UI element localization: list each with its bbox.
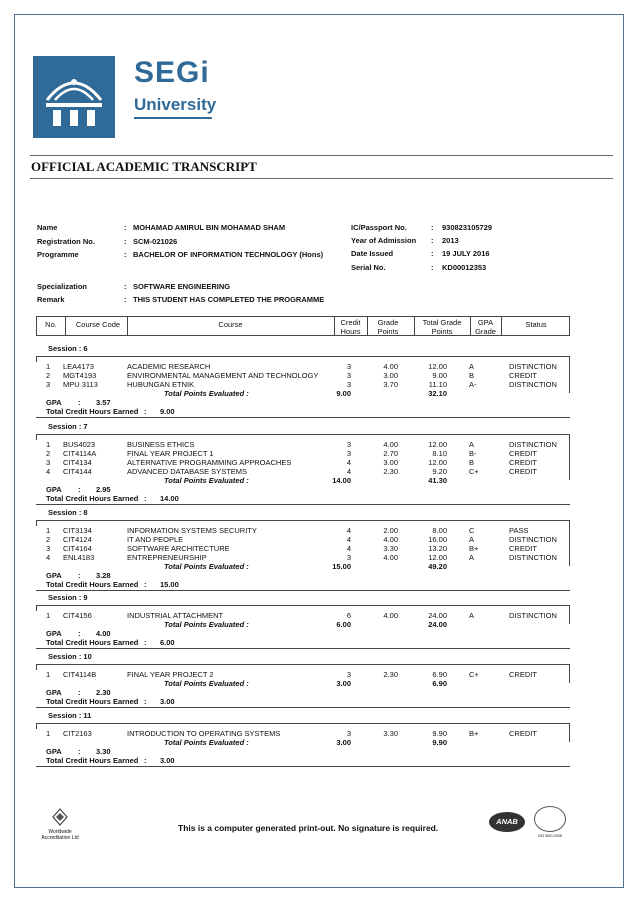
session-rule-tick	[36, 605, 37, 611]
course-row-total: 24.00	[428, 611, 447, 620]
session-rule-tick	[569, 434, 570, 480]
course-row-total: 6.90	[432, 670, 447, 679]
session-rule	[36, 723, 570, 724]
course-row-total: 9.20	[432, 467, 447, 476]
course-row-grade-points: 4.00	[383, 535, 398, 544]
gpa-colon: :	[78, 688, 81, 697]
course-row-code: CIT4134	[63, 458, 92, 467]
session-title: Session : 8	[48, 508, 88, 517]
course-row-grade-points: 2.30	[383, 670, 398, 679]
course-row-code: CIT4164	[63, 544, 92, 553]
course-row-credit: 4	[346, 467, 351, 476]
session-rule-tick	[569, 356, 570, 393]
course-row-total: 9.00	[432, 371, 447, 380]
computer-generated-note: This is a computer generated print-out. No signature is required.	[178, 823, 439, 833]
session-title: Session : 10	[48, 652, 92, 661]
admission-label: Year of Admission	[351, 236, 417, 245]
course-row-name: FINAL YEAR PROJECT 1	[127, 449, 214, 458]
course-row-code: LEA4173	[63, 362, 94, 371]
course-row-name: ADVANCED DATABASE SYSTEMS	[127, 467, 248, 476]
session-title: Session : 9	[48, 593, 88, 602]
course-row-name: IT AND PEOPLE	[127, 535, 184, 544]
header-status: Status	[525, 320, 547, 329]
session-points-total: 41.30	[428, 476, 447, 485]
course-row-status: CREDIT	[509, 371, 537, 380]
course-row-grade: B	[469, 371, 475, 380]
course-row-code: BUS4023	[63, 440, 96, 449]
course-row-no: 1	[46, 362, 51, 371]
course-row-name: ALTERNATIVE PROGRAMMING APPROACHES	[127, 458, 292, 467]
course-row-grade-points: 4.00	[383, 362, 398, 371]
session-credit-total: 14.00	[332, 476, 351, 485]
course-row-grade: A	[469, 362, 475, 371]
total-points-label: Total Points Evaluated :	[164, 738, 249, 747]
course-row-grade-points: 3.30	[383, 729, 398, 738]
course-row-credit: 3	[346, 440, 351, 449]
course-row-status: DISTINCTION	[509, 611, 557, 620]
course-row-credit: 3	[346, 553, 351, 562]
course-row-grade-points: 4.00	[383, 611, 398, 620]
session-gpa: 3.57	[96, 398, 111, 407]
course-row-grade: C	[469, 526, 475, 535]
course-row-grade: B	[469, 458, 475, 467]
remark-value: THIS STUDENT HAS COMPLETED THE PROGRAMME	[133, 295, 325, 304]
total-credit-colon: :	[144, 697, 147, 706]
session-points-total: 49.20	[428, 562, 447, 571]
session-credit-total: 15.00	[332, 562, 351, 571]
session-bottom-rule	[36, 648, 570, 649]
course-row-status: DISTINCTION	[509, 553, 557, 562]
session-credit-earned: 6.00	[160, 638, 175, 647]
session-credit-earned: 15.00	[160, 580, 179, 589]
course-row-code: CIT4124	[63, 535, 92, 544]
course-row-name: FINAL YEAR PROJECT 2	[127, 670, 214, 679]
total-credit-colon: :	[144, 407, 147, 416]
gpa-colon: :	[78, 629, 81, 638]
course-row-credit: 3	[346, 670, 351, 679]
header-course: Course	[218, 320, 243, 329]
total-points-label: Total Points Evaluated :	[164, 389, 249, 398]
course-row-status: DISTINCTION	[509, 535, 557, 544]
course-row-code: CIT4156	[63, 611, 92, 620]
course-row-grade: B-	[469, 449, 477, 458]
specialization-label: Specialization	[37, 282, 88, 291]
header-gpa-grade: GPA Grade	[475, 318, 496, 336]
session-rule-tick	[36, 664, 37, 670]
total-credit-colon: :	[144, 580, 147, 589]
course-row-no: 1	[46, 670, 51, 679]
course-row-grade: A	[469, 553, 475, 562]
session-points-total: 6.90	[432, 679, 447, 688]
gpa-label: GPA	[46, 688, 62, 697]
remark-label: Remark	[37, 295, 65, 304]
total-points-label: Total Points Evaluated :	[164, 562, 249, 571]
programme-colon: :	[124, 250, 127, 259]
course-row-grade-points: 3.70	[383, 380, 398, 389]
course-row-no: 3	[46, 380, 51, 389]
course-row-code: CIT3134	[63, 526, 92, 535]
ic-label: IC/Passport No.	[351, 223, 407, 232]
course-row-total: 8.10	[432, 449, 447, 458]
session-credit-earned: 3.00	[160, 697, 175, 706]
course-row-status: CREDIT	[509, 458, 537, 467]
total-credit-colon: :	[144, 638, 147, 647]
gpa-colon: :	[78, 747, 81, 756]
session-points-total: 9.90	[432, 738, 447, 747]
total-credit-label: Total Credit Hours Earned	[46, 756, 139, 765]
course-row-total: 16.00	[428, 535, 447, 544]
course-row-no: 1	[46, 729, 51, 738]
session-points-total: 24.00	[428, 620, 447, 629]
session-gpa: 2.95	[96, 485, 111, 494]
gpa-label: GPA	[46, 571, 62, 580]
session-rule	[36, 605, 570, 606]
title-rule-bottom	[30, 178, 613, 179]
course-row-grade: A-	[469, 380, 477, 389]
anab-badge: ANAB	[489, 812, 525, 832]
course-row-grade: A	[469, 535, 475, 544]
course-row-credit: 4	[346, 458, 351, 467]
course-row-no: 3	[46, 544, 51, 553]
session-credit-total: 9.00	[336, 389, 351, 398]
course-row-grade-points: 4.00	[383, 553, 398, 562]
course-row-status: CREDIT	[509, 467, 537, 476]
course-row-total: 12.00	[428, 458, 447, 467]
course-row-name: ENTREPRENEURSHIP	[127, 553, 207, 562]
course-row-no: 4	[46, 553, 51, 562]
course-row-name: ACADEMIC RESEARCH	[127, 362, 211, 371]
course-row-grade-points: 2.00	[383, 526, 398, 535]
course-row-total: 8.00	[432, 526, 447, 535]
session-rule-tick	[36, 356, 37, 362]
gpa-label: GPA	[46, 747, 62, 756]
name-colon: :	[124, 223, 127, 232]
total-points-label: Total Points Evaluated :	[164, 476, 249, 485]
session-rule	[36, 434, 570, 435]
header-course-code: Course Code	[75, 320, 121, 329]
course-row-credit: 3	[346, 449, 351, 458]
course-row-credit: 3	[346, 371, 351, 380]
session-rule	[36, 520, 570, 521]
course-row-no: 1	[46, 611, 51, 620]
gpa-colon: :	[78, 571, 81, 580]
session-credit-earned: 14.00	[160, 494, 179, 503]
iso-caption: ISO 9001:2008	[538, 834, 562, 838]
course-row-no: 2	[46, 535, 51, 544]
course-row-name: BUSINESS ETHICS	[127, 440, 195, 449]
course-row-grade-points: 2.30	[383, 467, 398, 476]
serial-label: Serial No.	[351, 263, 386, 272]
gpa-label: GPA	[46, 485, 62, 494]
course-row-no: 2	[46, 449, 51, 458]
registration-label: Registration No.	[37, 237, 95, 246]
session-title: Session : 11	[48, 711, 92, 720]
header-no: No.	[45, 320, 57, 329]
course-row-status: DISTINCTION	[509, 380, 557, 389]
course-row-name: INDUSTRIAL ATTACHMENT	[127, 611, 224, 620]
course-row-code: MGT4193	[63, 371, 97, 380]
course-row-credit: 3	[346, 362, 351, 371]
gpa-label: GPA	[46, 629, 62, 638]
serial-colon: :	[431, 263, 434, 272]
ic-colon: :	[431, 223, 434, 232]
remark-colon: :	[124, 295, 127, 304]
course-row-name: SOFTWARE ARCHITECTURE	[127, 544, 230, 553]
course-row-grade: B+	[469, 729, 479, 738]
total-credit-label: Total Credit Hours Earned	[46, 494, 139, 503]
header-credit-hours: Credit Hours	[340, 318, 361, 336]
total-credit-colon: :	[144, 756, 147, 765]
total-points-label: Total Points Evaluated :	[164, 620, 249, 629]
course-row-name: HUBUNGAN ETNIK	[127, 380, 195, 389]
course-row-status: PASS	[509, 526, 529, 535]
gpa-colon: :	[78, 398, 81, 407]
serial-value: KD00012353	[442, 263, 487, 272]
session-bottom-rule	[36, 417, 570, 418]
admission-colon: :	[431, 236, 434, 245]
session-credit-earned: 9.00	[160, 407, 175, 416]
course-row-credit: 3	[346, 729, 351, 738]
course-row-grade-points: 2.70	[383, 449, 398, 458]
course-row-code: ENL4183	[63, 553, 95, 562]
document-title: OFFICIAL ACADEMIC TRANSCRIPT	[31, 159, 257, 174]
session-rule-tick	[569, 605, 570, 624]
accreditation-logo	[40, 808, 80, 831]
session-rule-tick	[569, 664, 570, 683]
iso-seal	[534, 806, 566, 832]
session-credit-total: 3.00	[336, 679, 351, 688]
accreditation-caption	[32, 829, 88, 841]
course-row-no: 4	[46, 467, 51, 476]
course-row-grade: C+	[469, 670, 479, 679]
total-credit-label: Total Credit Hours Earned	[46, 638, 139, 647]
registration-value: SCM-021026	[133, 237, 178, 246]
session-bottom-rule	[36, 707, 570, 708]
session-points-total: 32.10	[428, 389, 447, 398]
course-row-status: CREDIT	[509, 544, 537, 553]
course-row-credit: 6	[346, 611, 351, 620]
course-row-status: CREDIT	[509, 670, 537, 679]
course-row-credit: 3	[346, 380, 351, 389]
session-bottom-rule	[36, 590, 570, 591]
course-row-code: CIT4144	[63, 467, 92, 476]
course-row-credit: 4	[346, 535, 351, 544]
course-row-grade: B+	[469, 544, 479, 553]
course-row-total: 12.00	[428, 362, 447, 371]
date-issued-label: Date Issued	[351, 249, 394, 258]
course-row-grade: A	[469, 611, 475, 620]
course-row-grade-points: 4.00	[383, 440, 398, 449]
specialization-value: SOFTWARE ENGINEERING	[133, 282, 231, 291]
session-gpa: 3.28	[96, 571, 111, 580]
course-row-no: 1	[46, 440, 51, 449]
course-row-total: 12.00	[428, 440, 447, 449]
course-row-grade: A	[469, 440, 475, 449]
session-rule-tick	[36, 434, 37, 440]
session-rule-tick	[569, 520, 570, 566]
course-row-total: 11.10	[428, 380, 447, 389]
course-row-total: 13.20	[428, 544, 447, 553]
session-bottom-rule	[36, 504, 570, 505]
course-row-grade-points: 3.30	[383, 544, 398, 553]
accreditation-line2: Accreditation Ltd	[41, 835, 79, 841]
session-rule-tick	[36, 520, 37, 526]
brand-sub: University	[134, 95, 217, 114]
course-row-total: 9.90	[432, 729, 447, 738]
title-rule-top	[30, 155, 613, 156]
registration-colon: :	[124, 237, 127, 246]
programme-value: BACHELOR OF INFORMATION TECHNOLOGY (Hons)	[133, 250, 324, 259]
name-label: Name	[37, 223, 58, 232]
segi-logo	[33, 56, 115, 138]
session-credit-total: 6.00	[336, 620, 351, 629]
course-row-grade-points: 3.00	[383, 371, 398, 380]
brand-name: SEGi	[134, 56, 210, 89]
course-row-grade-points: 3.00	[383, 458, 398, 467]
session-gpa: 2.30	[96, 688, 111, 697]
accreditation-line1: Worldwide	[48, 829, 72, 835]
specialization-colon: :	[124, 282, 127, 291]
brand-underline	[134, 117, 212, 119]
session-bottom-rule	[36, 766, 570, 767]
header-total-grade-points: Total Grade Points	[422, 318, 462, 336]
course-row-name: ENVIRONMENTAL MANAGEMENT AND TECHNOLOGY	[127, 371, 319, 380]
course-row-no: 1	[46, 526, 51, 535]
total-credit-colon: :	[144, 494, 147, 503]
course-row-credit: 4	[346, 526, 351, 535]
session-rule-tick	[36, 723, 37, 729]
session-title: Session : 7	[48, 422, 88, 431]
course-row-code: MPU 3113	[63, 380, 98, 389]
session-gpa: 3.30	[96, 747, 111, 756]
total-credit-label: Total Credit Hours Earned	[46, 697, 139, 706]
course-row-status: CREDIT	[509, 449, 537, 458]
session-credit-earned: 3.00	[160, 756, 175, 765]
course-row-credit: 4	[346, 544, 351, 553]
name-value: MOHAMAD AMIRUL BIN MOHAMAD SHAM	[133, 223, 286, 232]
total-points-label: Total Points Evaluated :	[164, 679, 249, 688]
course-row-status: DISTINCTION	[509, 440, 557, 449]
session-rule-tick	[569, 723, 570, 742]
total-credit-label: Total Credit Hours Earned	[46, 580, 139, 589]
course-row-total: 12.00	[428, 553, 447, 562]
course-row-no: 3	[46, 458, 51, 467]
date-issued-colon: :	[431, 249, 434, 258]
course-row-status: DISTINCTION	[509, 362, 557, 371]
programme-label: Programme	[37, 250, 79, 259]
course-row-code: CIT4114B	[63, 670, 97, 679]
session-credit-total: 3.00	[336, 738, 351, 747]
course-row-grade: C+	[469, 467, 479, 476]
total-credit-label: Total Credit Hours Earned	[46, 407, 139, 416]
session-gpa: 4.00	[96, 629, 111, 638]
course-row-code: CIT4114A	[63, 449, 97, 458]
session-rule	[36, 664, 570, 665]
transcript-table-header	[36, 316, 570, 336]
date-issued-value: 19 JULY 2016	[442, 249, 490, 258]
course-row-code: CIT2163	[63, 729, 92, 738]
session-title: Session : 6	[48, 344, 88, 353]
course-row-status: CREDIT	[509, 729, 537, 738]
header-grade-points: Grade Points	[377, 318, 399, 336]
course-row-name: INTRODUCTION TO OPERATING SYSTEMS	[127, 729, 281, 738]
ic-value: 930823105729	[442, 223, 493, 232]
course-row-name: INFORMATION SYSTEMS SECURITY	[127, 526, 257, 535]
gpa-label: GPA	[46, 398, 62, 407]
course-row-no: 2	[46, 371, 51, 380]
gpa-colon: :	[78, 485, 81, 494]
session-rule	[36, 356, 570, 357]
admission-value: 2013	[442, 236, 459, 245]
